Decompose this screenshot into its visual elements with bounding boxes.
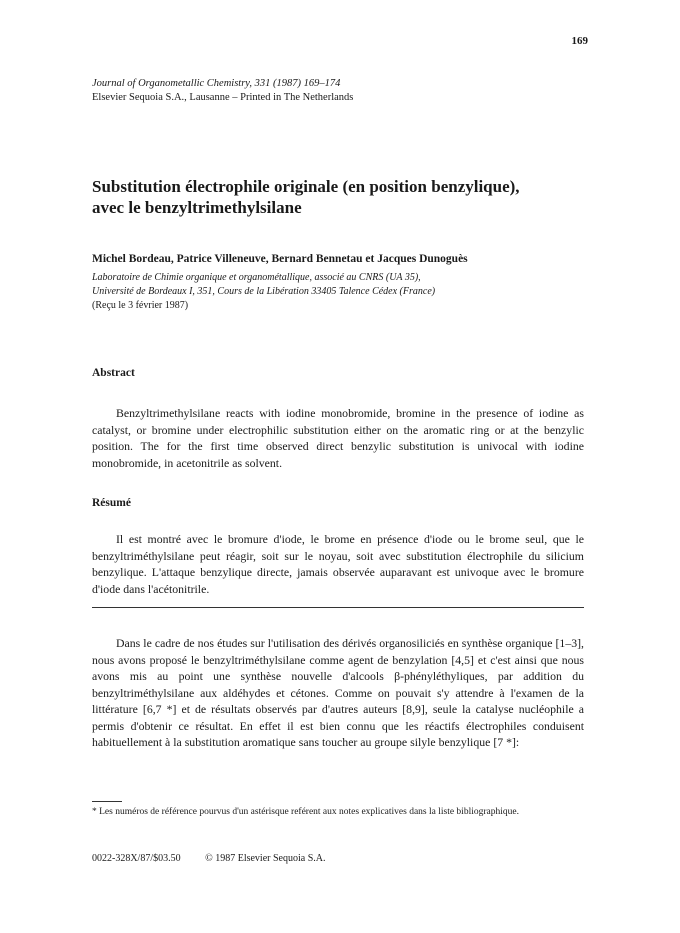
- authors: Michel Bordeau, Patrice Villeneuve, Bernard Bennetau et Jacques Dunoguès: [92, 253, 468, 265]
- journal-publisher: Elsevier Sequoia S.A., Lausanne – Printed in The Netherlands: [92, 92, 354, 103]
- abstract-heading: Abstract: [92, 367, 135, 379]
- title-line-2: avec le benzyltrimethylsilane: [92, 198, 302, 217]
- journal-header: [92, 77, 353, 105]
- body-text: [92, 635, 584, 751]
- resume-text: [92, 531, 584, 597]
- journal-citation: Journal of Organometallic Chemistry, 331 (1987) 169–174: [92, 78, 341, 89]
- affiliation-line-1: Laboratoire de Chimie organique et organométallique, associé au CNRS (UA 35),: [92, 272, 421, 283]
- abstract-paragraph: Benzyltrimethylsilane reacts with iodine monobromide, bromine in the presence of iodine as catalyst, or bromine under electrophilic substitution either on the aromatic ring or at the benzylic position. The for the first time observed direct benzylic substitution is univocal with iodine monobromide, in acetonitrile as solvent.: [92, 406, 584, 470]
- resume-paragraph: Il est montré avec le bromure d'iode, le brome en présence d'iode ou le brome seul, que le benzyltriméthylsilane peut réagir, soit sur le noyau, soit avec substitution électrophile du silicium benzylique. L'attaque benzylique directe, jamais observée auparavant est univoque avec le bromure d'iode dans l'acétonitrile.: [92, 532, 584, 596]
- footnote: * Les numéros de référence pourvus d'un astérisque reférent aux notes explicatives dans la liste bibliographique.: [92, 807, 519, 817]
- article-title: [92, 176, 602, 218]
- section-divider: [92, 607, 584, 608]
- abstract-text: [92, 405, 584, 471]
- affiliation: [92, 271, 435, 298]
- affiliation-line-2: Université de Bordeaux I, 351, Cours de la Libération 33405 Talence Cédex (France): [92, 285, 436, 297]
- received-date: (Reçu le 3 février 1987): [92, 300, 189, 311]
- body-paragraph: Dans le cadre de nos études sur l'utilisation des dérivés organosiliciés en synthèse organique [1–3], nous avons proposé le benzyltriméthylsilane comme agent de benzylation [4,5] et c'est ainsi que nous avons mis au point une synthèse nouvelle d'alcools β-phényléthyliques, par addition du benzyltriméthylsilane aux aldéhydes et cétones. Comme on pouvait s'y attendre à l'examen de la littérature [6,7 *] et de résultats observés par d'autres auteurs [8,9], seule la catalyse nucléophile a permis d'obtenir ce résultat. En effet il est bien connu que les réactifs électrophiles conduisent habituellement à la substitution aromatique sans toucher au groupe silyle benzylique [7 *]:: [92, 636, 584, 749]
- copyright: © 1987 Elsevier Sequoia S.A.: [205, 853, 326, 864]
- resume-heading: Résumé: [92, 497, 131, 509]
- issn-code: 0022-328X/87/$03.50: [92, 853, 181, 864]
- title-line-1: Substitution électrophile originale (en position benzylique),: [92, 177, 520, 196]
- page-footer: [92, 853, 347, 864]
- page-number: 169: [571, 35, 588, 47]
- footnote-rule: [92, 801, 122, 802]
